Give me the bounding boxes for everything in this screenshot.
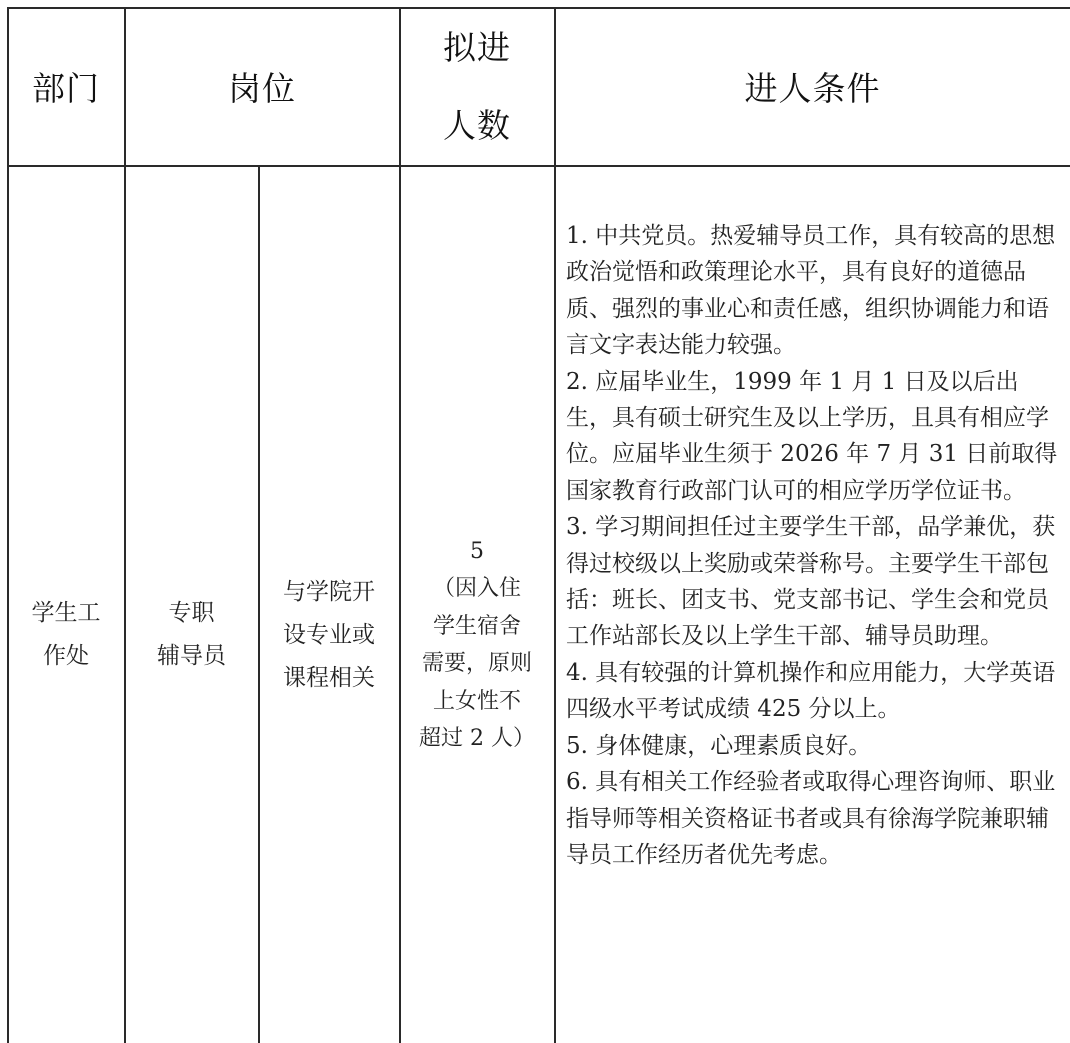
header-conditions-text: 进人条件 (744, 69, 881, 108)
header-department-text: 部门 (32, 69, 100, 108)
cell-department (8, 540, 124, 730)
condition-item: 3. 学习期间担任过主要学生干部，品学兼优，获得过校级以上奖励或荣誉称号。主要学生干部包括：班长、团支书、党支部书记、学生会和党员工作站部长及以上学生干部、辅导员助理。 (566, 514, 1056, 650)
position-title-value: 专职 辅导员 (157, 600, 226, 669)
condition-item: 4. 具有较强的计算机操作和应用能力，大学英语四级水平考试成绩 425 分以上。 (566, 659, 1056, 723)
header-headcount (400, 8, 554, 165)
headcount-value: 5 （因入住 学生宿舍 需要，原则 上女性不 超过 2 人） (419, 538, 535, 751)
condition-item: 2. 应届毕业生，1999 年 1 月 1 日及以后出生，具有硕士研究生及以上学历，且具有相应学位。应届毕业生须于 2026 年 7 月 31 日前取得国家教育行政部门认可的相应学历学位证书。 (566, 368, 1058, 504)
cell-position-major (259, 540, 399, 730)
condition-item: 6. 具有相关工作经验者或取得心理咨询师、职业指导师等相关资格证书者或具有徐海学院兼职辅导员工作经历者优先考虑。 (566, 769, 1056, 868)
header-position-text: 岗位 (228, 69, 296, 108)
header-conditions (555, 8, 1070, 165)
header-position (125, 8, 399, 165)
cell-position-title (125, 540, 258, 730)
position-major-value: 与学院开 设专业或 课程相关 (283, 578, 375, 691)
cell-headcount (400, 515, 554, 775)
condition-item: 5. 身体健康，心理素质良好。 (566, 732, 872, 759)
condition-item: 1. 中共党员。热爱辅导员工作，具有较高的思想政治觉悟和政策理论水平，具有良好的道德品质、强烈的事业心和责任感，组织协调能力和语言文字表达能力较强。 (566, 223, 1056, 359)
department-value: 学生工 作处 (31, 600, 101, 669)
header-headcount-line1: 拟进 (443, 27, 511, 67)
header-department (8, 8, 124, 165)
header-bottom-border (7, 165, 1070, 167)
header-headcount-line2: 人数 (443, 105, 511, 145)
conditions-list (566, 218, 1060, 873)
